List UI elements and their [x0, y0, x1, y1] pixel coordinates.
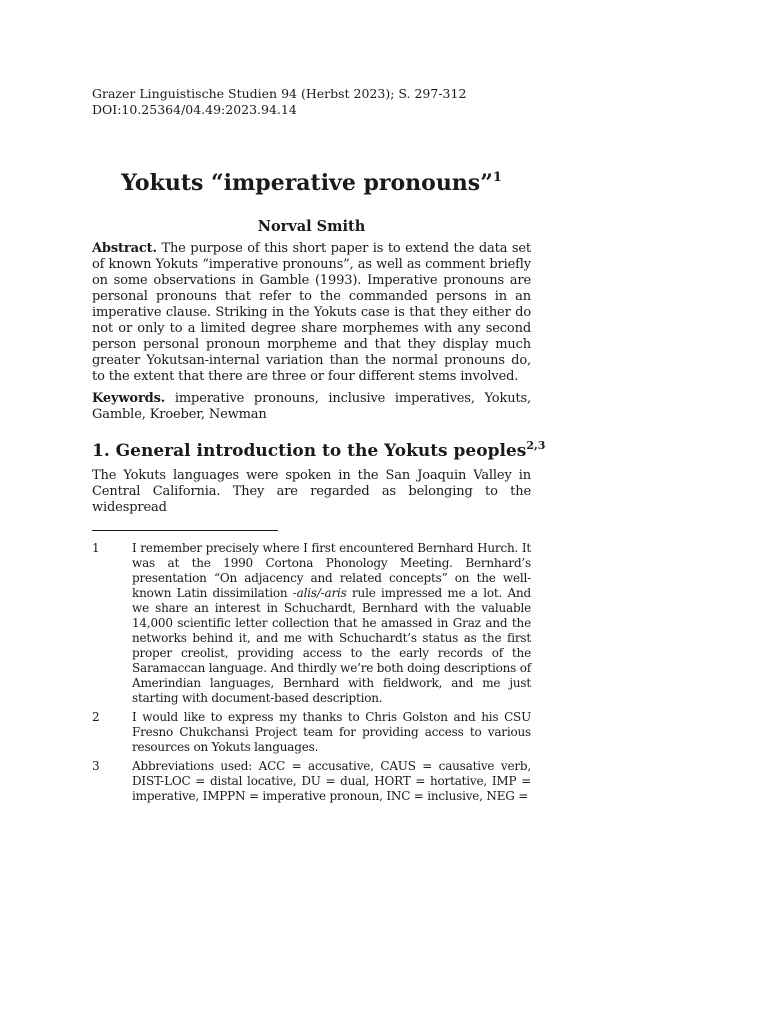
- author-name: Norval Smith: [257, 218, 366, 235]
- intro-paragraph: The Yokuts languages were spoken in the San Joaquin Valley in Central California. They are regarded as belonging to the widespread: [92, 468, 531, 515]
- footnote-divider: [92, 530, 278, 531]
- paper-title-text: Yokuts “imperative pronouns”: [121, 170, 493, 196]
- footnote-item: [92, 710, 531, 755]
- doi-line: DOI:10.25364/04.49:2023.94.14: [92, 102, 297, 117]
- footnote-text-part: rule impressed me a lot. And we share an interest in Schuchardt, Bernhard with the valuable 14,000 scientific letter collection that he amassed in Graz and the networks behind it, and me with Schuchardt’s status as the first proper creolist, providing access to the early records of the Saramaccan language. And thirdly we’re both doing descriptions of Amerindian languages, Bernhard with fieldwork, and me just starting with document-based description.: [132, 586, 532, 705]
- abstract-text: The purpose of this short paper is to extend the data set of known Yokuts “imperative pronouns”, as well as comment briefly on some observations in Gamble (1993). Imperative pronouns are personal pronouns that refer to the commanded persons in an imperative clause. Striking in the Yokuts case is that they either do not or only to a limited degree share morphemes with any second person personal pronoun morpheme and that they display much greater Yokutsan-internal variation than the normal pronouns do, to the extent that there are three or four different stems involved.: [92, 241, 531, 384]
- paper-title: [92, 168, 531, 198]
- footnote-number: 2: [92, 710, 100, 724]
- footnote-text: I would like to express my thanks to Chris Golston and his CSU Fresno Chukchansi Project team for providing access to various resources on Yokuts languages.: [132, 710, 531, 754]
- keywords: [92, 391, 531, 423]
- footnote-item: [92, 759, 531, 804]
- abstract-label: Abstract.: [92, 241, 157, 256]
- section-footnote-refs[interactable]: 2,3: [526, 439, 546, 452]
- footnote-text-part: I remember precisely where I first encountered Bernhard Hurch. It was at the 1990 Cortona Phonology Meeting. Bernhard’s presentation “On adjacency and related concepts” on the well-known Latin dissimilation: [132, 541, 531, 600]
- footnote-italic-term: -alis/-aris: [292, 586, 347, 600]
- title-footnote-ref[interactable]: 1: [492, 170, 502, 185]
- footnote-text: [132, 541, 531, 706]
- footnote-item: [92, 541, 531, 706]
- footnote-text: Abbreviations used: ACC = accusative, CAUS = causative verb, DIST-LOC = distal locative, DU = dual, HORT = hortative, IMP = imperative, IMPPN = imperative pronoun, INC = inclusive, NEG =: [132, 759, 531, 803]
- footnote-number: 3: [92, 759, 100, 773]
- section-heading-text: 1. General introduction to the Yokuts peoples: [92, 441, 527, 461]
- footnote-number: 1: [92, 541, 100, 555]
- journal-citation: Grazer Linguistische Studien 94 (Herbst 2023); S. 297-312: [92, 86, 467, 101]
- paper-page: [92, 86, 546, 808]
- keywords-label: Keywords.: [92, 391, 166, 406]
- abstract: [92, 241, 531, 385]
- section-heading: [92, 439, 546, 463]
- keywords-text: imperative pronouns, inclusive imperatives, Yokuts, Gamble, Kroeber, Newman: [92, 391, 532, 422]
